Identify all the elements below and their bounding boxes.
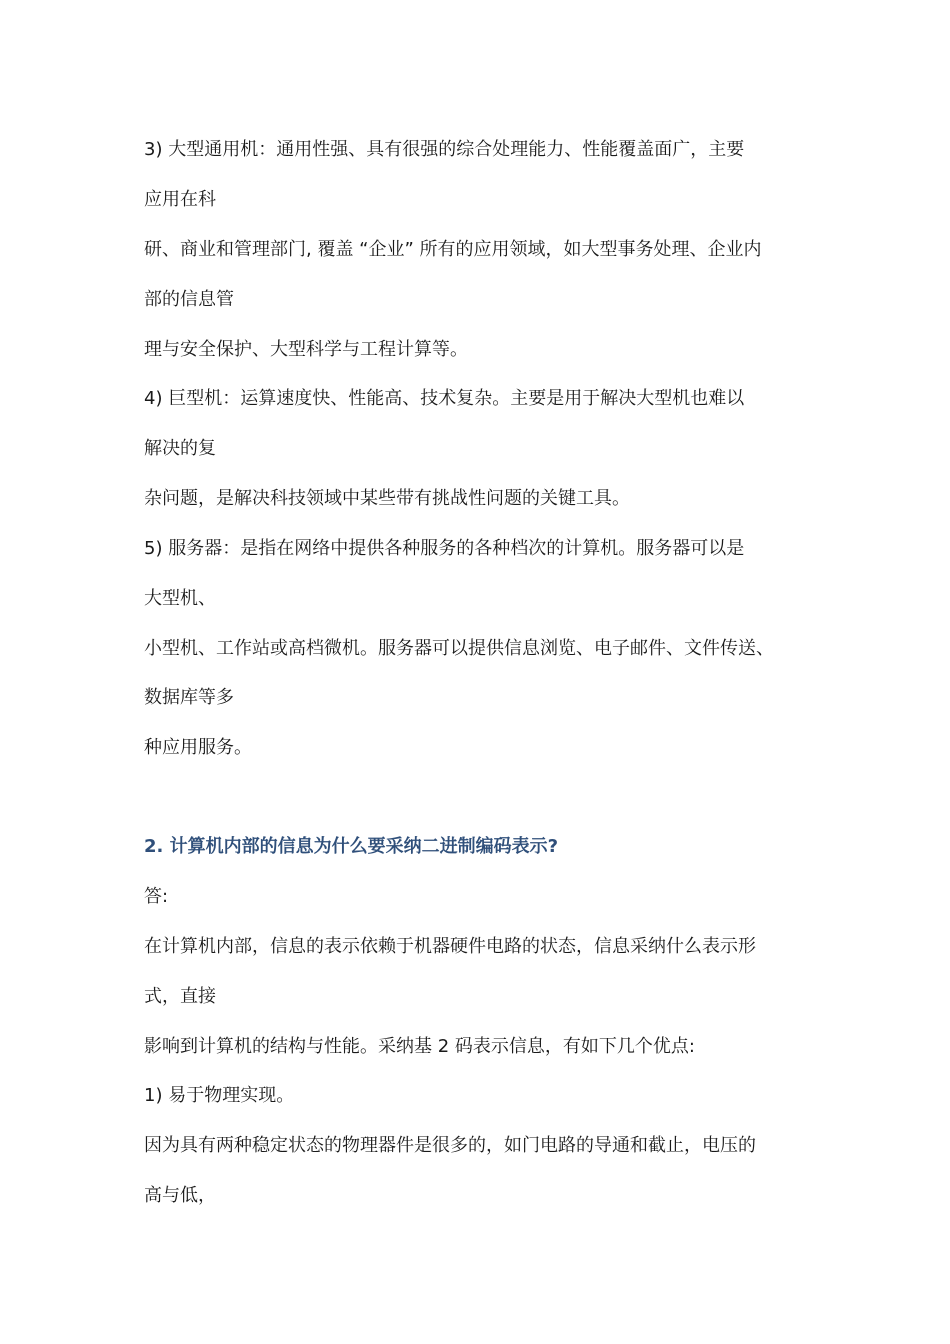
text-line: 因为具有两种稳定状态的物理器件是很多的，如门电路的导通和截止，电压的 bbox=[144, 1135, 756, 1156]
question-heading: 2. 计算机内部的信息为什么要采纳二进制编码表示? bbox=[144, 836, 559, 857]
text-line: 大型机、 bbox=[144, 588, 216, 609]
text-line: 影响到计算机的结构与性能。采纳基 2 码表示信息，有如下几个优点: bbox=[144, 1036, 695, 1057]
text-line: 部的信息管 bbox=[144, 289, 234, 310]
text-line: 小型机、工作站或高档微机。服务器可以提供信息浏览、电子邮件、文件传送、 bbox=[144, 638, 774, 659]
text-line: 研、商业和管理部门, 覆盖 “企业” 所有的应用领域，如大型事务处理、企业内 bbox=[144, 239, 762, 260]
text-line: 解决的复 bbox=[144, 438, 216, 459]
answer-label: 答: bbox=[144, 886, 169, 907]
text-line: 4) 巨型机：运算速度快、性能高、技术复杂。主要是用于解决大型机也难以 bbox=[144, 388, 745, 409]
text-line: 理与安全保护、大型科学与工程计算等。 bbox=[144, 339, 468, 360]
text-line: 应用在科 bbox=[144, 189, 216, 210]
text-line: 1) 易于物理实现。 bbox=[144, 1085, 295, 1106]
text-line: 杂问题，是解决科技领域中某些带有挑战性问题的关键工具。 bbox=[144, 488, 630, 509]
text-line: 种应用服务。 bbox=[144, 737, 252, 758]
text-line: 5) 服务器：是指在网络中提供各种服务的各种档次的计算机。服务器可以是 bbox=[144, 538, 745, 559]
text-line: 式，直接 bbox=[144, 986, 216, 1007]
text-line: 3) 大型通用机：通用性强、具有很强的综合处理能力、性能覆盖面广，主要 bbox=[144, 139, 745, 160]
text-line: 高与低， bbox=[144, 1185, 216, 1206]
text-line: 在计算机内部，信息的表示依赖于机器硬件电路的状态，信息采纳什么表示形 bbox=[144, 936, 756, 957]
text-line: 数据库等多 bbox=[144, 687, 234, 708]
